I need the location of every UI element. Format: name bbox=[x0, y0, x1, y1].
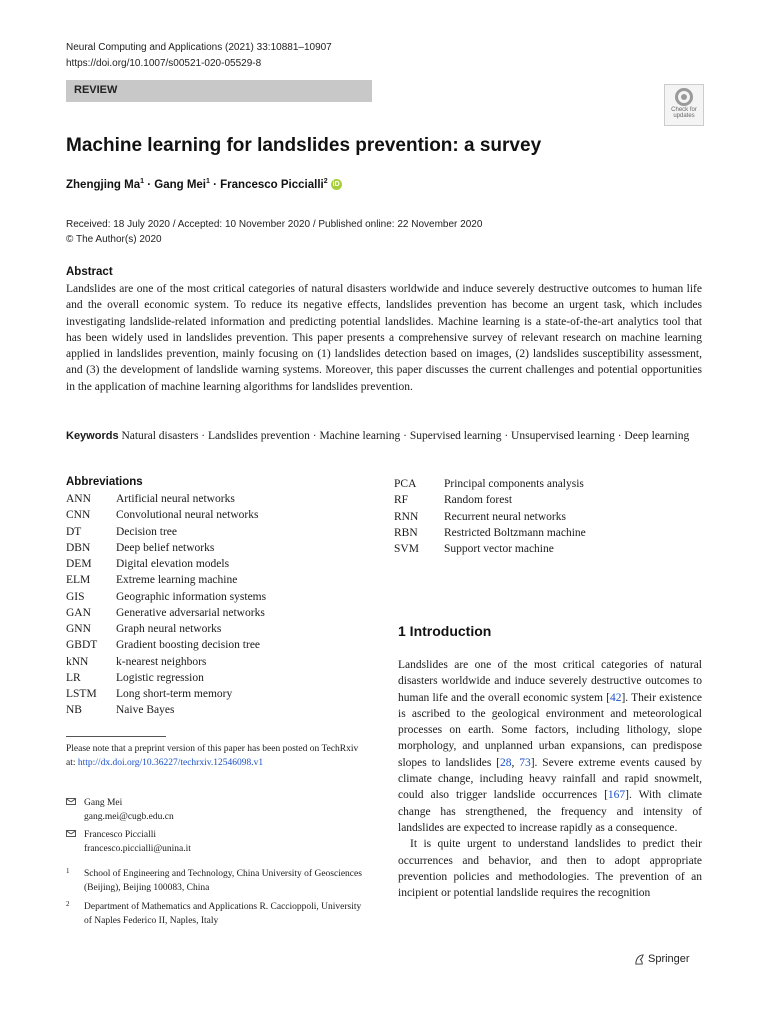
keywords-label: Keywords bbox=[66, 430, 119, 442]
abbreviation-row: RNN Recurrent neural networks bbox=[394, 510, 566, 523]
abbreviation-row: GBDT Gradient boosting decision tree bbox=[66, 639, 261, 652]
author-list bbox=[66, 178, 342, 191]
abbreviation-row: RBN Restricted Boltzmann machine bbox=[394, 526, 586, 539]
abbreviation-row: NB Naive Bayes bbox=[66, 704, 175, 717]
author-separator: · bbox=[209, 178, 221, 191]
abbreviations-list-left bbox=[66, 491, 266, 719]
author-affil-sup: 1 bbox=[140, 178, 145, 185]
contact-name: Gang Mei bbox=[84, 798, 123, 808]
abbreviation-row: GAN Generative adversarial networks bbox=[66, 606, 265, 619]
springer-horse-icon bbox=[634, 954, 645, 965]
envelope-icon bbox=[66, 830, 76, 837]
introduction-body bbox=[398, 657, 702, 901]
author-affil-sup: 2 bbox=[323, 178, 328, 185]
affiliation-text: School of Engineering and Technology, China University of Geosciences (Beijing), Beijing 100083, China bbox=[84, 869, 362, 893]
publication-dates bbox=[66, 217, 482, 247]
abbreviation-row: RF Random forest bbox=[394, 494, 513, 507]
affiliation-2 bbox=[66, 901, 366, 928]
orcid-icon[interactable]: iD bbox=[332, 181, 340, 189]
doi-line[interactable]: https://doi.org/10.1007/s00521-020-05529-8 bbox=[66, 58, 262, 69]
abbreviations-heading: Abbreviations bbox=[66, 476, 143, 488]
journal-citation: Neural Computing and Applications (2021) 33:10881–10907 bbox=[66, 42, 332, 53]
keywords-text: Natural disasters · Landslides prevention · Machine learning · Supervised learning · Unsupervised learning · Deep learning bbox=[121, 430, 690, 442]
abbreviation-row: kNN k-nearest neighbors bbox=[66, 655, 207, 668]
abbreviation-row: ANN Artificial neural networks bbox=[66, 493, 235, 505]
contact-email[interactable]: francesco.piccialli@unina.it bbox=[84, 843, 191, 854]
abbreviation-row: DT Decision tree bbox=[66, 525, 177, 538]
abstract-text: Landslides are one of the most critical categories of natural disasters worldwide and induce severely destructive outcomes to human life and the overall economic system. To reduce its negative effects, landslides prevention has become an urgent task, which includes investigating landslide-related information and predicting potential landslides. Machine learning is a state-of-the-art analytics tool that has been widely used in landslides prevention. This paper presents a comprehensive survey of relevant research on machine learning applied in landslides prevention, mainly focusing on (1) landslides detection based on images, (2) landslides susceptibility assessment, and (3) the development of landslide warning systems. Moreover, this paper discusses the current challenges and potential opportunities in the application of machine learning algorithms for landslides prevention. bbox=[66, 283, 702, 393]
affiliation-text: Department of Mathematics and Applications R. Caccioppoli, University of Naples Federico II, Naples, Italy bbox=[84, 902, 362, 926]
affiliation-number: 1 bbox=[66, 867, 70, 875]
preprint-link[interactable]: http://dx.doi.org/10.36227/techrxiv.12546098.v1 bbox=[77, 757, 264, 768]
abbreviation-row: LR Logistic regression bbox=[66, 671, 204, 684]
contact-gang-mei bbox=[66, 797, 366, 824]
paragraph: It is quite urgent to understand landslides to predict their occurrences and behavior, and then to adopt appropriate prevention policies and methodologies. The prevention of an incipient or potential landslide requires the recognition bbox=[398, 838, 702, 900]
affiliation-1 bbox=[66, 868, 366, 895]
abbreviation-row: ELM Extreme learning machine bbox=[66, 574, 238, 587]
abbreviation-row: LSTM Long short-term memory bbox=[66, 688, 233, 700]
author-name[interactable]: Zhengjing Ma bbox=[66, 178, 141, 191]
abbreviation-row: GIS Geographic information systems bbox=[66, 590, 267, 603]
abstract-heading: Abstract bbox=[66, 266, 113, 278]
check-updates-icon bbox=[675, 88, 693, 106]
abbreviation-row: SVM Support vector machine bbox=[394, 543, 554, 555]
citation-link[interactable]: 167 bbox=[607, 789, 626, 802]
abbreviation-row: CNN Convolutional neural networks bbox=[66, 509, 259, 522]
contact-name: Francesco Piccialli bbox=[84, 830, 157, 840]
publisher-logo bbox=[648, 953, 690, 965]
author-separator: · bbox=[144, 178, 155, 191]
preprint-note: Please note that a preprint version of this paper has been posted on TechRxiv at: http://dx.doi.org/10.36227/techrxiv.12546098.v1 bbox=[66, 744, 359, 768]
section-heading-introduction: 1 Introduction bbox=[398, 623, 492, 639]
history-dates: Received: 18 July 2020 / Accepted: 10 November 2020 / Published online: 22 November 2020 bbox=[66, 219, 483, 230]
abbreviation-row: DBN Deep belief networks bbox=[66, 541, 215, 554]
citation-link[interactable]: 42 bbox=[609, 691, 622, 704]
paper-title: Machine learning for landslides prevention: a survey bbox=[66, 135, 542, 156]
abbreviation-row: PCA Principal components analysis bbox=[394, 478, 584, 490]
journal-header bbox=[66, 40, 332, 72]
footnote-divider bbox=[66, 736, 166, 737]
copyright-line: © The Author(s) 2020 bbox=[66, 234, 162, 245]
author-name[interactable]: Francesco Piccialli bbox=[220, 178, 324, 191]
author-name[interactable]: Gang Mei bbox=[154, 178, 207, 191]
publisher-name: Springer bbox=[648, 953, 690, 965]
abbreviations-list-right bbox=[394, 476, 586, 557]
abbreviation-row: DEM Digital elevation models bbox=[66, 558, 230, 570]
article-type-label: REVIEW bbox=[74, 84, 118, 96]
affiliation-number: 2 bbox=[66, 900, 70, 908]
abbreviation-row: GNN Graph neural networks bbox=[66, 623, 222, 635]
envelope-icon bbox=[66, 798, 76, 805]
contact-email[interactable]: gang.mei@cugb.edu.cn bbox=[84, 811, 174, 822]
citation-link[interactable]: 28 bbox=[499, 756, 512, 769]
author-affil-sup: 1 bbox=[206, 178, 210, 185]
check-for-updates-badge[interactable]: Check for updates bbox=[664, 84, 704, 126]
keywords bbox=[66, 428, 702, 444]
paragraph: Landslides are one of the most critical categories of natural disasters worldwide and induce severely destructive outcomes to human life and the overall economic system [42]. Their existence is ascribed to the geological environment and meteorological processes on earth. Some factors, including lithology, slope morphology, and unplanned urban expansions, can predispose slopes to landslides [28, 73]. Severe extreme events caused by climate change, including heavy rainfall and rapid snowmelt, could also trigger landslide occurrences [167]. With climate change has strengthened, the frequency and intensity of landslides are expected to increase rapidly as a consequence. bbox=[398, 659, 702, 834]
citation-link[interactable]: 73 bbox=[519, 756, 531, 769]
article-type-bar bbox=[66, 80, 372, 102]
contact-francesco-piccialli bbox=[66, 829, 366, 856]
